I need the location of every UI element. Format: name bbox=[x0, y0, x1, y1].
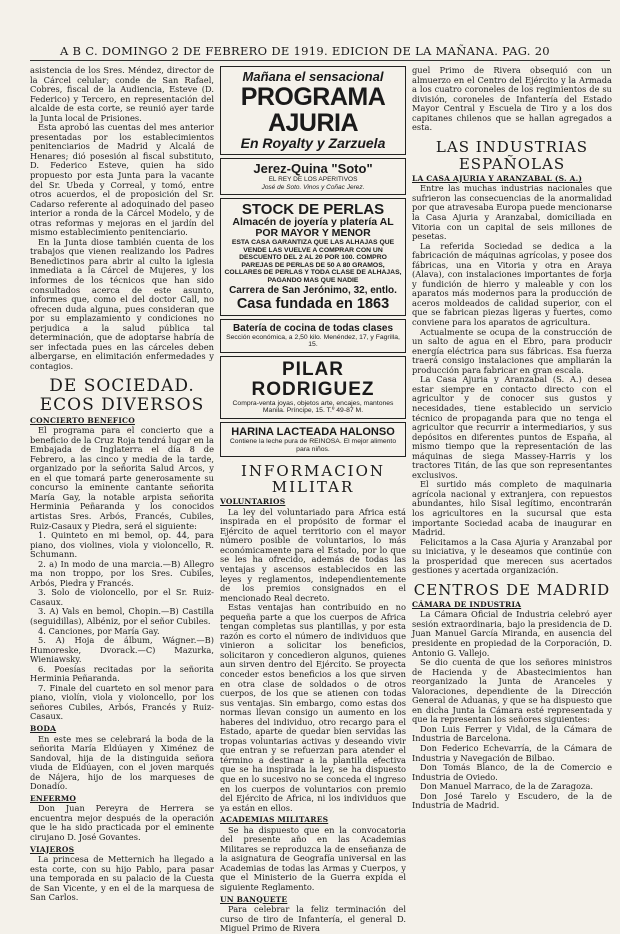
program-item: 6. Poesías recitadas por la señorita Herminia Peñaranda. bbox=[30, 663, 214, 684]
advertisement-harina bbox=[220, 422, 406, 457]
page-header: A B C. DOMINGO 2 DE FEBRERO DE 1919. EDICION DE LA MAÑANA. PAG. 20 bbox=[60, 44, 550, 58]
article-paragraph: Don Federico Echevarría, de la Cámara de Industria y Navegación de Bilbao. bbox=[412, 743, 612, 763]
article-paragraph: El programa para el concierto que a beneficio de la Cruz Roja tendrá lugar en la Embajada de Inglaterra el día 8 de Febrero, a las cinco y media de la tarde, organizado por la señorita Salud Arcos, y en el que tomará parte generosamente su concurso la eminente cantante señorita María Gay, la notable arpista señorita Herminia Peñaranda y los conocidos artistas Sres. Arbós, Francés, Cubiles, Ruiz-Casaux y Piedra, será el siguiente: bbox=[30, 425, 214, 531]
ad-line: Almacén de joyería y platería AL POR MAYOR Y MENOR bbox=[232, 216, 394, 239]
article-paragraph: Don Tomás Blanco, de la de Comercio e Industria de Oviedo. bbox=[412, 762, 612, 782]
article-paragraph: Don Luis Ferrer y Vidal, de la Cámara de Industria de Barcelona. bbox=[412, 723, 612, 744]
article-paragraph: Felicitamos a la Casa Ajuria y Aranzabal por su iniciativa, y le deseamos que continúe con la prosperidad que merecen sus acertados gestiones y acertada organización. bbox=[412, 536, 612, 576]
ad-headline: STOCK DE PERLAS bbox=[241, 201, 385, 218]
advertisement-stock-perlas bbox=[220, 198, 406, 316]
article-paragraph: La referida Sociedad se dedica a la fabricación de máquinas agrícolas, y posee dos fábricas, una en Vitoria y otra en Araya (Alava), con instalaciones importantes de forja y fundición de hierro y maleable y con los aparatos más modernos para la producción de aceros moldeados de calidad superior, con el que se fabrican piezas ligeras y fuertes, como conviene para los aparatos de agricultura. bbox=[412, 240, 612, 328]
program-item: 3. A) Vals en bemol, Chopin.—B) Castilla (seguidillas), Albéniz, por el señor Cubiles. bbox=[30, 606, 214, 626]
article-paragraph: Esta aprobó las cuentas del mes anterior presentadas por los establecimientos penitenciarios de Madrid y Alcalá de Henares; dió posesión al fiscal substituto, D. Federico Esteve, quien ha sido propuesto por esta Junta para la vacante del Sr. Ubeda y Correal, y tomó, entre otros acuerdos, el de proposición del Sr. Cadarso referente al adoquinado del paseo interior a ronda de la Cárcel Modelo, y de otras reformas y mejoras en el jardín del mismo establecimiento penitenciario. bbox=[30, 122, 214, 238]
program-item: 5. A) Hoja de álbum, Wágner.—B) Humoreske, Dvorack.—C) Mazurka, Wieniawsky. bbox=[30, 635, 214, 665]
article-paragraph: La Casa Ajuria y Aranzabal (S. A.) desea estar siempre en contacto directo con el agricultor y de conocer sus gustos y necesidades, tiene establecido un servicio técnico de propaganda para que no tenga el agricultor que recurrir a intermediarios, y sus depósitos en diferentes puntos de España, al mismo tiempo que la representación de las máquinas de siega Massey-Harris y los tractores Titán, de las que son representantes exclusivos. bbox=[412, 374, 612, 480]
article-paragraph: Entre las muchas industrias nacionales que sufrieron las consecuencias de la anormalidad por que atravesaba Europa puede mencionarse la Casa Ajuria y Aranzabal, domiciliada en Vitoria con un capital de seis millones de pesetas. bbox=[412, 183, 612, 242]
article-paragraph: Don José Tarelo y Escudero, de la de Industria de Madrid. bbox=[412, 790, 612, 811]
article-paragraph: guel Primo de Rivera obsequió con un almuerzo en el Centro del Ejército y la Armada a los cuatro coroneles de los regimientos de su división, coroneles de Infantería del Estado Mayor Central y Escuela de Tiro y a los dos capitanes chilenos que se hallan agregados a esta. bbox=[412, 65, 612, 133]
advertisement-programa bbox=[220, 66, 406, 155]
article-paragraph: Actualmente se ocupa de la construcción de un salto de agua en el Ebro, para producir energía eléctrica para sus fábricas. Esa fuerza traerá consigo instalaciones que ampliarán la producción para fabricar en gran escala. bbox=[412, 326, 612, 375]
article-paragraph: Don Manuel Marraco, de la de Zaragoza. bbox=[420, 781, 594, 792]
ad-headline: HARINA LACTEADA HALONSO bbox=[231, 425, 395, 438]
program-item: 3. Solo de violoncello, por el Sr. Ruiz-Casaux. bbox=[30, 587, 214, 607]
article-paragraph: Se dio cuenta de que los señores ministros de Hacienda y de Abastecimientos han reorganizado la Junta de Aranceles y Valoraciones, dependiente de la Dirección General de Aduanas, y que se ha dispuesto que en dicha Junta la Cámara esté representada y que la representan los señores siguientes: bbox=[412, 657, 612, 725]
section-title: LAS INDUSTRIAS bbox=[435, 137, 589, 156]
ad-headline: Jerez-Quina "Soto" bbox=[253, 161, 373, 176]
ad-body: ESTA CASA GARANTIZA QUE LAS ALHAJAS QUE VENDE LAS VUELVE A COMPRAR CON UN DESCUENTO DEL 2 AL 20 POR 100. COMPRO PAREJAS DE PERLAS DE 50 A 80 GRAMOS, COLLARES DE PERLAS Y TODA CLASE DE ALHAJAS, PAGANDO MAS QUE NADIE bbox=[224, 239, 402, 284]
subheading: ENFERMO bbox=[30, 793, 77, 803]
subheading: ACADEMIAS MILITARES bbox=[220, 815, 329, 825]
ad-headline: Batería de cocina de todas clases bbox=[232, 322, 394, 334]
program-item: 1. Quinteto en mi bemol, op. 44, para piano, dos violines, viola y violoncello, R. Schumann. bbox=[30, 530, 214, 560]
ad-headline: PROGRAMA AJURIA bbox=[240, 83, 386, 137]
header-rule bbox=[30, 60, 610, 61]
subheading: LA CASA AJURIA Y ARANZABAL (S. A.) bbox=[412, 173, 583, 183]
article-paragraph: Para celebrar la feliz terminación del curso de tiro de Infantería, el general D. Miguel Primo de Rivera bbox=[220, 904, 406, 934]
subheading: UN BANQUETE bbox=[220, 894, 288, 904]
ad-line: Mañana el sensacional bbox=[242, 69, 384, 84]
article-paragraph: Don Juan Pereyra de Herrera se encuentra mejor después de la operación que le ha sido practicada por el eminente cirujano D. José Govantes. bbox=[30, 803, 214, 843]
column-right bbox=[412, 66, 612, 836]
subheading: BODA bbox=[30, 724, 57, 733]
subheading: VOLUNTARIOS bbox=[220, 497, 286, 507]
ad-line: Casa fundada en 1863 bbox=[236, 295, 390, 312]
subheading: VIAJEROS bbox=[30, 844, 75, 854]
subheading: CONCIERTO BENEFICO bbox=[30, 415, 135, 425]
section-subtitle: ESPAÑOLAS bbox=[458, 154, 566, 173]
ad-line: Compra-venta joyas, objetos arte, encajes, mantones Manila. Príncipe, 15. T.º 49-87 M. bbox=[232, 399, 394, 415]
section-title: CENTROS DE MADRID bbox=[413, 580, 611, 599]
article-paragraph: En la Junta diose también cuenta de los trabajos que vienen realizando los Padres Benedictinos para abrir al culto la iglesia inmediata a la Cárcel de Mujeres, y los informes de los técnicos que han sido consultados acerca de este asunto, informes que, como el del doctor Call, no ofrecen duda alguna, pues consideran que por su emplazamiento y condiciones no perjudica a la salud pública tal determinación, que de adoptarse habría de ser infectada pues en las cárceles deben albergarse, en elimitación enfermedades y contagios. bbox=[30, 236, 214, 371]
program-item: 2. a) In modo de una marcia.—B) Allegro ma non troppo, por los Sres. Cubiles, Arbós, Piedra y Francés. bbox=[30, 558, 214, 588]
article-paragraph: En este mes se celebrará la boda de la señorita María Eldúayen y Ximénez de Sandoval, hija de la distinguida señora viuda de Eldúayen, con el joven marqués de Nájera, hijo de los marqueses de Donadío. bbox=[30, 733, 214, 792]
advertisement-jerez-quina bbox=[220, 158, 406, 195]
ad-line: EL REY DE LOS APERITIVOS bbox=[268, 176, 358, 183]
article-paragraph: asistencia de los Sres. Méndez, director de la Cárcel celular; conde de San Rafael, Cobres, fiscal de la Audiencia, Esteve (D. Federico) y Tercero, en representación del alcalde de esta corte, se reunió ayer tarde la Junta local de Prisiones. bbox=[30, 65, 214, 123]
ad-address: Carrera de San Jerónimo, 32, entlo. bbox=[229, 284, 397, 296]
ad-line: Contiene la leche pura de REINOSA. El mejor alimento para niños. bbox=[229, 437, 397, 453]
column-left bbox=[30, 65, 214, 903]
subheading: CÁMARA DE INDUSTRIA bbox=[412, 599, 522, 609]
section-subtitle: ECOS DIVERSOS bbox=[39, 394, 205, 415]
ad-line: En Royalty y Zarzuela bbox=[240, 135, 386, 151]
article-paragraph: Estas ventajas han contribuido en no pequeña parte a que los cuerpos de Africa tengan completas sus plantillas, y por esta razón es corto el número de individuos que vinieron a solicitar los beneficios, solicitaron y concedieron algunos, quienes aun sirven dentro del Ejército. Se proyecta conceder estos beneficios a los que sirven en otra clase de soldados o de otros cuerpos, de los que se atienen con todas sus ventajas. Sin embargo, como estas dos normas llevan consigo un aumento en los haberes del individuo, otro recargo para el Estado, aparte de quedar bien servidas las tropas voluntarias activas y deseando vivir que entran y se refuerzan para atender el término a destinar a la plantilla efectiva que se ha inspirada la ley, se ha dispuesto que en lo sucesivo no se conceda el ingreso en los cuerpos de voluntarios con premio del Ejército de Africa, ni los individuos que ya están en ellos. bbox=[220, 602, 406, 813]
ad-line: Sección económica, a 2,50 kilo. Menéndez, 17, y Fagrilla, 15. bbox=[226, 333, 400, 349]
ad-headline: PILAR RODRIGUEZ bbox=[251, 358, 375, 400]
advertisement-pilar-rodriguez bbox=[220, 356, 406, 419]
program-item: 4. Canciones, por María Gay. bbox=[38, 625, 160, 636]
article-paragraph: La Cámara Oficial de Industria celebró ayer sesión extraordinaria, bajo la presidencia de D. Juan Manuel García Miranda, en ausencia del presidente en propiedad de la Corporación, D. Antonio G. Vallejo. bbox=[412, 609, 612, 658]
column-middle bbox=[220, 66, 406, 934]
article-paragraph: La ley del voluntariado para Africa está inspirada en el propósito de formar el Ejército de aquel territorio con el mayor número posible de voluntarios, lo más económicamente para el Estado, por lo que se les ha ofrecido, además de todas las ventajas y ascensos establecidos en las leyes y reglamentos, independientemente de los premios consignados en el mencionado Real decreto. bbox=[220, 506, 406, 603]
section-subtitle: MILITAR bbox=[271, 478, 355, 497]
advertisement-bateria bbox=[220, 319, 406, 353]
article-paragraph: Se ha dispuesto que en la convocatoria del presente año en las Academias Militares se reproduzca la de enseñanza de la asignatura de Geografía universal en las Academias de todas las Armas y Cuerpos, y que el Ministerio de la Guerra expida el siguiente Reglamento. bbox=[220, 824, 406, 892]
article-paragraph: El surtido más completo de maquinaria agrícola nacional y extranjera, con repuestos abundantes, hilo Sisal legítimo, encontrarán los agricultores en la sucursal que esta importante Sociedad acaba de inaugurar en Madrid. bbox=[412, 479, 612, 538]
section-title: DE SOCIEDAD. bbox=[49, 375, 195, 396]
article-paragraph: La princesa de Metternich ha llegado a esta corte, con su hijo Pablo, para pasar una temporada en su palacio de la Cuesta de San Vicente, y en el de la marquesa de San Carlos. bbox=[30, 854, 214, 903]
section-title: INFORMACION bbox=[240, 462, 386, 481]
program-item: 7. Finale del cuarteto en sol menor para piano, violín, viola y violoncello, por los señores Cubiles, Arbós, Francés y Ruiz-Casaux. bbox=[30, 682, 214, 722]
ad-line: José de Soto. Vinos y Coñac Jerez. bbox=[261, 183, 365, 191]
